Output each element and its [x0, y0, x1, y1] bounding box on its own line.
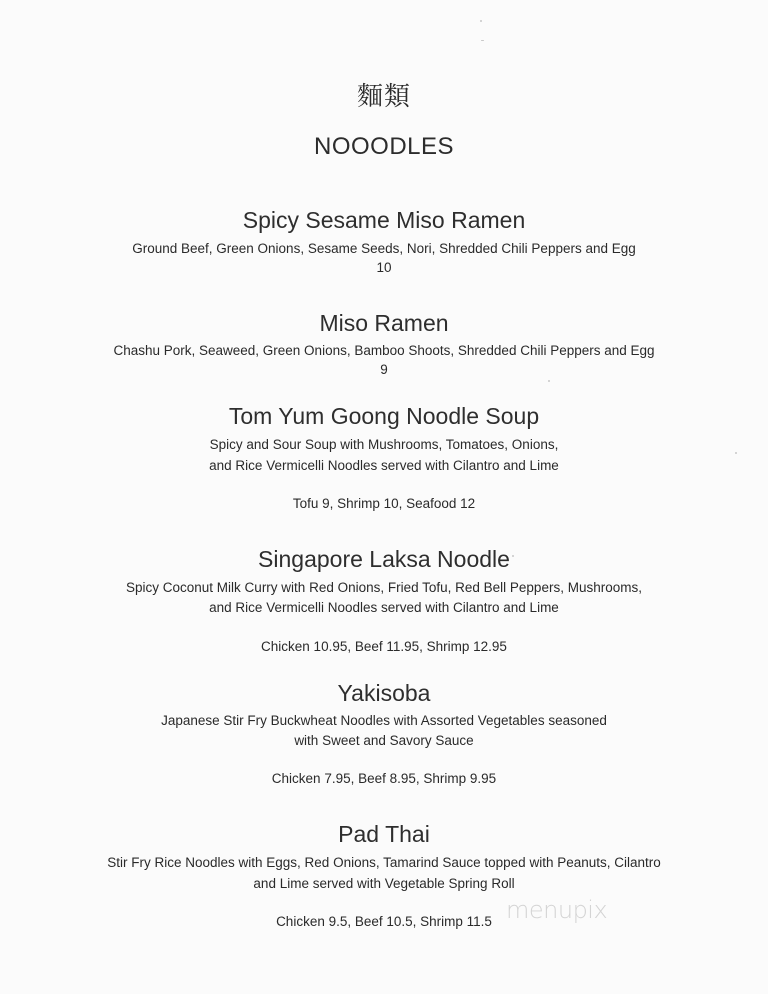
menu-item-price: 9 [380, 362, 388, 377]
menu-item-description: Stir Fry Rice Noodles with Eggs, Red Onions, Tamarind Sauce topped with Peanuts, Cilantro [107, 855, 661, 870]
menu-item-price: Chicken 10.95, Beef 11.95, Shrimp 12.95 [261, 639, 507, 654]
menu-item-name: Tom Yum Goong Noodle Soup [228, 403, 540, 429]
scan-speck [548, 380, 550, 382]
menu-item-name: Spicy Sesame Miso Ramen [242, 207, 526, 233]
menu-item-price: Chicken 9.5, Beef 10.5, Shrimp 11.5 [276, 914, 492, 929]
menu-item-description: and Lime served with Vegetable Spring Roll [253, 876, 515, 891]
menu-item-name: Yakisoba [337, 680, 431, 706]
menu-item-price: Chicken 7.95, Beef 8.95, Shrimp 9.95 [271, 771, 497, 786]
menu-item-name: Singapore Laksa Noodle [258, 546, 510, 572]
menu-item-description: with Sweet and Savory Sauce [294, 733, 474, 748]
menu-item-description: Ground Beef, Green Onions, Sesame Seeds, Nori, Shredded Chili Peppers and Egg [132, 241, 636, 256]
cjk-section-title: 麵類 [356, 82, 411, 112]
scan-speck [481, 40, 484, 41]
menu-item-description: Spicy and Sour Soup with Mushrooms, Tomatoes, Onions, [209, 437, 559, 452]
menu-item-description: Japanese Stir Fry Buckwheat Noodles with Assorted Vegetables seasoned [161, 713, 607, 728]
scan-speck [480, 20, 482, 22]
menu-item-name: Pad Thai [338, 821, 430, 847]
menu-item-price: Tofu 9, Shrimp 10, Seafood 12 [292, 496, 476, 511]
scan-speck [512, 555, 514, 557]
scan-speck [735, 452, 737, 454]
menu-item-name: Miso Ramen [319, 310, 449, 336]
menu-item-price: 10 [376, 260, 392, 275]
section-title: NOOODLES [313, 133, 455, 160]
menu-item-description: and Rice Vermicelli Noodles served with Cilantro and Lime [209, 600, 559, 615]
menu-item-description: and Rice Vermicelli Noodles served with Cilantro and Lime [209, 458, 559, 473]
menu-item-description: Spicy Coconut Milk Curry with Red Onions, Fried Tofu, Red Bell Peppers, Mushrooms, [126, 580, 642, 595]
watermark-logo: menupix [506, 896, 608, 924]
menu-item-description: Chashu Pork, Seaweed, Green Onions, Bamboo Shoots, Shredded Chili Peppers and Egg [113, 343, 655, 358]
